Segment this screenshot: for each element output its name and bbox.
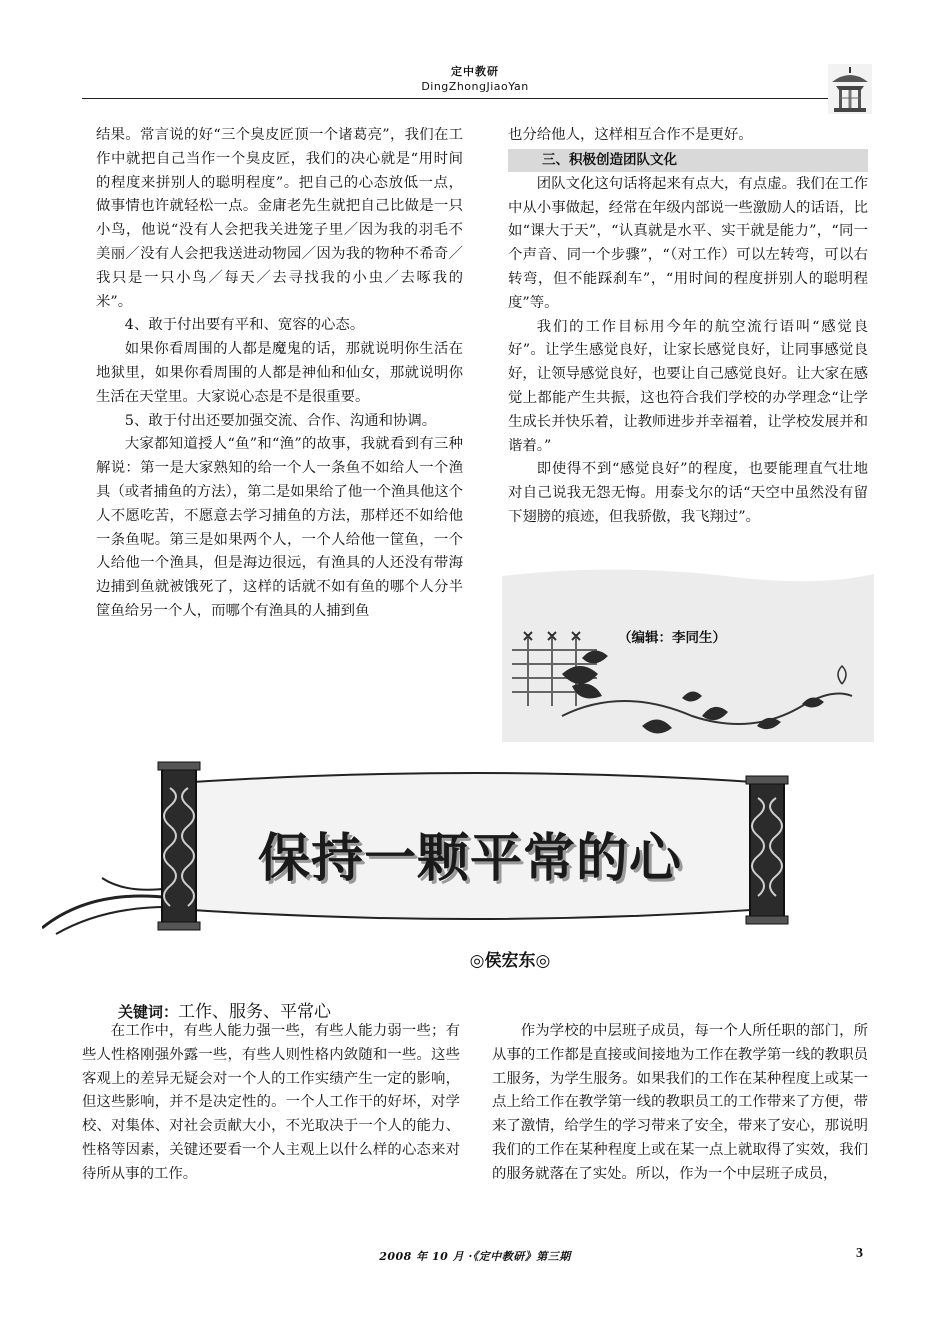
paragraph: 也分给他人，这样相互合作不是更好。 — [508, 127, 753, 143]
article-title: 保持一颗平常的心 — [257, 829, 682, 889]
pavilion-logo-icon — [828, 64, 872, 114]
header-rule — [82, 98, 870, 99]
article1-left-column — [96, 124, 463, 624]
paragraph: 在工作中，有些人能力强一些，有些人能力弱一些；有些人性格刚强外露一些，有些人则性格内敛随和一些。这些客观上的差异无疑会对一个人的工作实绩产生一定的影响，但这些影响，并不是决定性的。一个人工作干的好坏，对学校、对集体、对社会贡献大小，不光取决于一个人的能力、性格等因素，关键还要看一个人主观上以什么样的心态来对待所从事的工作。 — [82, 1023, 460, 1182]
page-number: 3 — [856, 1246, 863, 1261]
paragraph: 即使得不到“感觉良好”的程度，也要能理直气壮地对自己说我无怨无悔。用泰戈尔的话“天空中虽然没有留下翅膀的痕迹，但我骄傲，我飞翔过”。 — [508, 461, 868, 525]
journal-title-en: DingZhongJiaoYan — [421, 80, 529, 93]
keywords-label: 关键词： — [118, 1003, 179, 1021]
subheading: 4、敢于付出要有平和、宽容的心态。 — [124, 317, 365, 334]
article2-right-column — [492, 1020, 868, 1187]
footer-issue: 2008 年 10 月 ·《定中教研》第三期 — [379, 1250, 571, 1263]
paragraph: 结果。常言说的好“三个臭皮匠顶一个诸葛亮”，我们在工作中就把自己当作一个臭皮匠，我们的决心就是“用时间的程度来拼别人的聪明程度”。把自己的心态放低一点，做事情也许就轻松一点。金庸老先生就把自己比做是一只小鸟，他说“没有人会把我关进笼子里／因为我的羽毛不美丽／没有人会把我送进动物园／因为我的物种不希奇／我只是一只小鸟／每天／去寻找我的小虫／去啄我的米”。 — [96, 127, 463, 310]
article1-right-column — [508, 124, 868, 530]
article-author: ◎侯宏东◎ — [469, 951, 551, 971]
paragraph: 我们的工作目标用今年的航空流行语叫“感觉良好”。让学生感觉良好，让家长感觉良好，让同事感觉良好，让领导感觉良好，也要让自己感觉良好。让大家在感觉上都能产生共振，这也符合我们学校的办学理念“让学生成长并快乐着，让教师进步并幸福着，让学校发展并和谐着。” — [508, 318, 868, 454]
section-heading: 三、积极创造团队文化 — [508, 149, 868, 172]
paragraph: 团队文化这句话将起来有点大，有点虚。我们在工作中从小事做起，经常在年级内部说一些激励人的话语，比如“课大于天”，“认真就是水平、实干就是能力”，“同一个声音、同一个步骤”，“（对工作）可以左转弯，可以右转弯，但不能踩刹车”，“用时间的程度拼别人的聪明程度”等。 — [508, 175, 868, 311]
vine-decoration — [502, 566, 874, 742]
keywords-line — [118, 997, 331, 1022]
paragraph: 作为学校的中层班子成员，每一个人所任职的部门，所从事的工作都是直接或间接地为工作在教学第一线的教职员工服务，为学生服务。如果我们的工作在某种程度上或某一点上给工作在教学第一线的教职员工的工作带来了方便，带来了激情，给学生的学习带来了安全，带来了安心，那说明我们的工作在某种程度上或在某一点上就取得了实效，我们的服务就落在了实处。所以，作为一个中层班子成员， — [492, 1023, 868, 1182]
subheading: 5、敢于付出还要加强交流、合作、沟通和协调。 — [124, 412, 437, 429]
article2-left-column — [82, 1020, 460, 1187]
journal-title-cn: 定中教研 — [451, 65, 499, 78]
keywords-value: 工作、服务、平常心 — [178, 1002, 332, 1022]
editor-credit: （编辑：李同生） — [618, 630, 726, 646]
paragraph: 大家都知道授人“鱼”和“渔”的故事，我就看到有三种解说：第一是大家熟知的给一个人一条鱼不如给人一个渔具（或者捕鱼的方法），第二是如果给了他一个渔具他这个人不愿吃苦，不愿意去学习捕鱼的方法，那样还不如给他一条鱼呢。第三是如果两个人，一个人给他一筐鱼，一个人给他一个渔具，但是海边很远，有渔具的人还没有带海边捕到鱼就被饿死了，这样的话就不如有鱼的哪个人分半筐鱼给另一个人，而哪个有渔具的人捕到鱼 — [96, 436, 463, 619]
paragraph: 如果你看周围的人都是魔鬼的话，那就说明你生活在地狱里，如果你看周围的人都是神仙和仙女，那就说明你生活在天堂里。大家说心态是不是很重要。 — [96, 341, 463, 405]
